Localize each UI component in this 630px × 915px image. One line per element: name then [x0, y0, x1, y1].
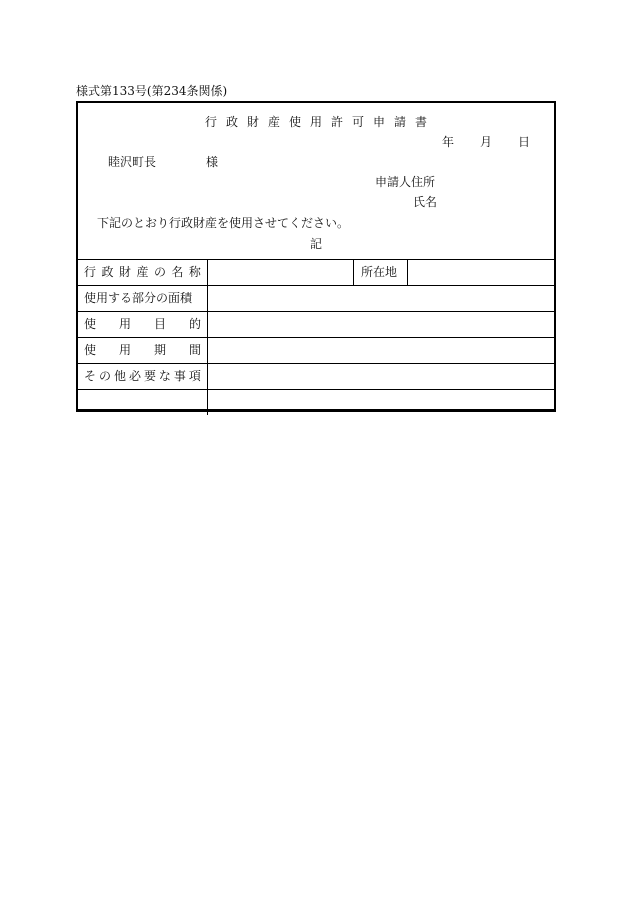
label-char: 産 — [136, 265, 149, 279]
addressee: 睦沢町長 — [108, 155, 157, 169]
label-char: の — [98, 369, 111, 383]
row-label-area: 使用する部分の面積 — [78, 286, 208, 311]
label-char: な — [158, 369, 171, 383]
label-char: 行 — [84, 265, 97, 279]
label-char: そ — [84, 369, 97, 383]
row-label-blank — [78, 390, 208, 415]
label-char: 使 — [84, 317, 97, 331]
label-char: の — [153, 265, 166, 279]
table-row-other — [78, 364, 554, 390]
table-row-purpose — [78, 312, 554, 338]
row-label-period — [78, 338, 208, 363]
label-char: 目 — [153, 317, 166, 331]
label-char: 期 — [153, 343, 166, 357]
applicant-address-label: 申請人住所 — [375, 175, 436, 189]
area-field[interactable] — [208, 286, 554, 311]
label-char: 称 — [188, 265, 201, 279]
applicant-name-label: 氏名 — [413, 195, 438, 209]
date-day: 日 — [517, 135, 530, 149]
ki-heading: 記 — [309, 237, 322, 251]
label-char: 名 — [171, 265, 184, 279]
purpose-field[interactable] — [208, 312, 554, 337]
other-field[interactable] — [208, 364, 554, 389]
date-year: 年 — [441, 135, 454, 149]
location-label: 所在地 — [354, 260, 408, 285]
request-statement: 下記のとおり行政財産を使用させてください。 — [97, 216, 350, 230]
label-char: 使 — [84, 343, 97, 357]
label-char: 間 — [188, 343, 201, 357]
label-char: 用 — [118, 343, 131, 357]
form-number-caption: 様式第133号(第234条関係) — [76, 84, 228, 98]
location-field[interactable] — [408, 260, 554, 285]
table-row-period — [78, 338, 554, 364]
label-char: 事 — [173, 369, 186, 383]
date-month: 月 — [479, 135, 492, 149]
table-row-property-name — [78, 260, 554, 286]
label-char: 項 — [188, 369, 201, 383]
row-label-other — [78, 364, 208, 389]
row-label-property-name — [78, 260, 208, 285]
date-line — [442, 135, 530, 149]
label-char: 財 — [118, 265, 131, 279]
table-row-blank — [78, 390, 554, 415]
blank-field[interactable] — [208, 390, 554, 415]
label-char: 必 — [128, 369, 141, 383]
label-char: 要 — [143, 369, 156, 383]
label-char: 他 — [113, 369, 126, 383]
label-char: 政 — [101, 265, 114, 279]
application-form — [76, 101, 556, 412]
form-title: 行政財産使用許可申請書 — [204, 115, 436, 129]
property-name-field[interactable] — [208, 260, 354, 285]
honorific: 様 — [206, 155, 219, 169]
label-char: 的 — [188, 317, 201, 331]
form-header — [78, 103, 554, 260]
table-row-area — [78, 286, 554, 312]
period-field[interactable] — [208, 338, 554, 363]
row-label-purpose — [78, 312, 208, 337]
label-char: 用 — [118, 317, 131, 331]
